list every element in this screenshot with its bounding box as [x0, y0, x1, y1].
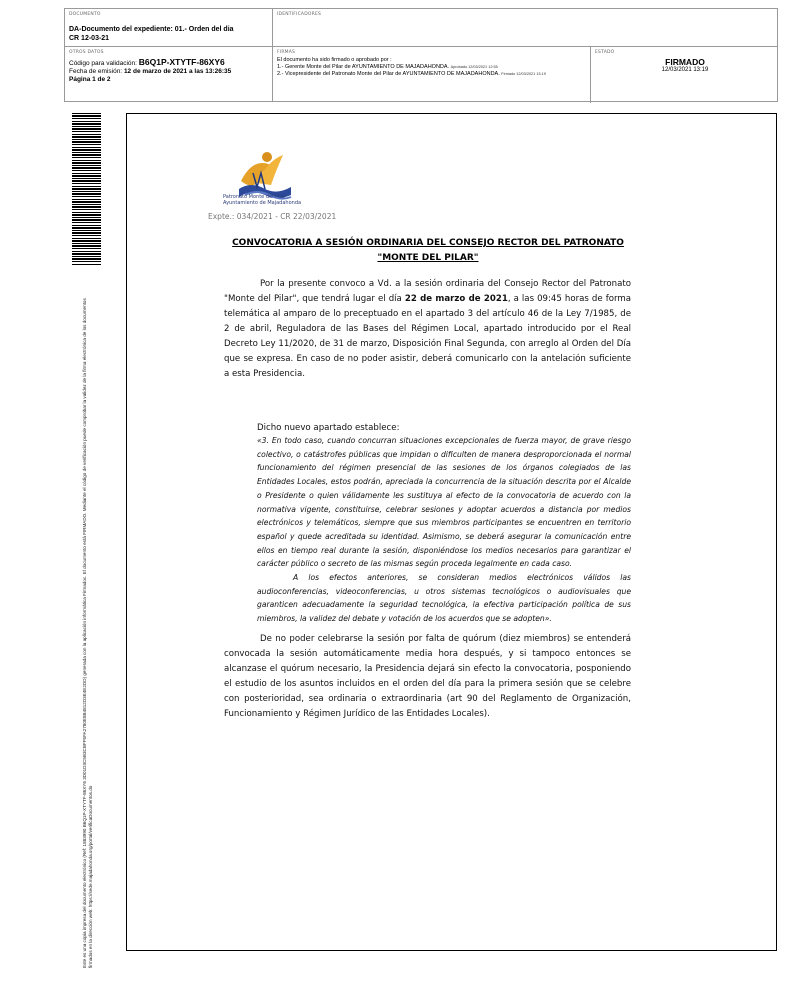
identificadores-label: IDENTIFICADORES	[277, 12, 322, 17]
documento-value: DA-Documento del expediente: 01.- Orden del dia CR 12-03-21	[69, 26, 234, 42]
documento-label: DOCUMENTO	[69, 12, 101, 17]
codigo-validacion	[69, 58, 269, 68]
paragraph-quorum: De no poder celebrarse la sesión por falta de quórum (diez miembros) se entenderá convocada la sesión automáticamente media hora después, y si tampoco entonces se alcanzase el quórum necesario, la Presidencia dejará sin efecto la convocatoria, posponiendo el estudio de los asuntos incluidos en el orden del día para la primera sesión que se celebre con posterioridad, sea ordinaria o extraordinaria (art 90 del Reglamento de Organización, Funcionamiento y Régimen Jurídico de las Entidades Locales).	[224, 634, 631, 719]
identificadores-cell	[277, 12, 321, 17]
logo-text	[223, 194, 301, 206]
firma-2	[277, 71, 587, 78]
estado-cell	[595, 50, 775, 73]
verification-side-text: Este es una copia impresa del documento electrónico (Ref: 1883990 B6Q1P-XTYTF-86XY6 3D01D3C5B3CBFF5FA2780E8B4812D3E4E2DD) generada con la aplicación informática Firmadoc. El documento está FIRMADO. Mediante el código de verificación puede comprobar la validez de la firma electrónica de los documentos firmados en la dirección web: https://sede.majadahonda.org/portal/verificaDocumentos.do	[82, 298, 93, 968]
firmas-intro: El documento ha sido firmado o aprobado por :	[277, 57, 392, 63]
fecha-emision	[69, 68, 269, 76]
otros-datos-cell	[69, 50, 269, 84]
header-divider	[65, 46, 777, 47]
page-title: CONVOCATORIA A SESIÓN ORDINARIA DEL CONSEJO RECTOR DEL PATRONATO "MONTE DEL PILAR"	[232, 238, 624, 263]
pagina-number: Página 1 de 2	[69, 76, 111, 83]
otros-datos-label: OTROS DATOS	[69, 50, 104, 55]
expediente-ref: Expte.: 034/2021 - CR 22/03/2021	[208, 212, 337, 221]
firma-1-text: 1.- Gerente Monte del Pilar de AYUNTAMIENTO DE MAJADAHONDA.	[277, 64, 450, 70]
document-header	[64, 8, 778, 102]
logo-line-2: Ayuntamiento de Majadahonda	[223, 200, 302, 206]
firmas-cell	[277, 50, 587, 78]
header-divider	[272, 9, 273, 101]
codigo-value: B6Q1P-XTYTF-86XY6	[138, 57, 225, 67]
codigo-label: Código para validación:	[69, 60, 137, 67]
firma-1-status: Aprobado 12/03/2021 12:55	[450, 65, 498, 69]
barcode	[72, 113, 101, 266]
firma-1	[277, 64, 587, 71]
fecha-sesion: 22 de marzo de 2021	[404, 294, 508, 304]
paragraph-convocatoria	[224, 277, 631, 382]
estado-date: 12/03/2021 13:19	[661, 67, 709, 73]
paragraph-1a: Por la presente convoco a Vd. a la sesión ordinaria del Consejo Rector del Patronato "Monte del Pilar", que tendrá lugar el día	[224, 279, 631, 304]
firma-2-status: Firmado 12/03/2021 13:19	[501, 72, 546, 76]
firma-2-text: 2.- Vicepresidente del Patronato Monte del Pilar de AYUNTAMIENTO DE MAJADAHONDA.	[277, 71, 500, 77]
fecha-value: 12 de marzo de 2021 a las 13:26:35	[123, 68, 232, 75]
quote-paragraph-2: A los efectos anteriores, se consideran medios electrónicos válidos las audioconferencias, videoconferencias, u otros sistemas tecnológicos o audiovisuales que garanticen adecuadamente la seguridad tecnológica, la efectiva participación política de sus miembros, la validez del debate y votación de los acuerdos que se adopten».	[257, 573, 631, 624]
header-divider	[590, 46, 591, 103]
paragraph-apartado: Dicho nuevo apartado establece:	[257, 423, 400, 433]
paragraph-1b: , a las 09:45 horas de forma telemática al amparo de lo preceptuado en el apartado 3 del artículo 46 de la Ley 7/1985, de 2 de abril, Reguladora de las Bases del Régimen Local, apartado introducido por el Real Decreto Ley 11/2020, de 31 de marzo, Disposición Final Segunda, con arreglo al Orden del Día que se expresa. En caso de no poder asistir, deberá comunicarlo con la antelación suficiente a esta Presidencia.	[224, 294, 632, 379]
logo-line-1: Patronato Monte del Pilar	[223, 194, 286, 200]
documento-cell	[69, 12, 234, 43]
quote-paragraph-1: «3. En todo caso, cuando concurran situaciones excepcionales de fuerza mayor, de grave riesgo colectivo, o catástrofes públicas que impidan o dificulten de manera desproporcionada el normal funcionamiento del régimen presencial de las sesiones de los órganos colegiados de las Entidades Locales, estos podrán, apreciada la concurrencia de la situación descrita por el Alcalde o Presidente o quien válidamente les sustituya al efecto de la convocatoria de acuerdo con la normativa vigente, constituirse, celebrar sesiones y adoptar acuerdos a distancia por medios electrónicos y telemáticos, siempre que sus miembros participantes se encuentren en territorio español y quede acreditada su identidad. Asimismo, se deberá asegurar la comunicación entre ellos en tiempo real durante la sesión, disponiéndose los medios necesarios para garantizar el carácter público o secreto de las mismas según proceda legalmente en cada caso.	[257, 436, 631, 569]
estado-label: ESTADO	[595, 50, 615, 55]
legal-quote	[257, 434, 631, 626]
firmas-label: FIRMAS	[277, 50, 296, 55]
estado-value: FIRMADO	[665, 57, 705, 67]
fecha-label: Fecha de emisión:	[69, 68, 123, 75]
